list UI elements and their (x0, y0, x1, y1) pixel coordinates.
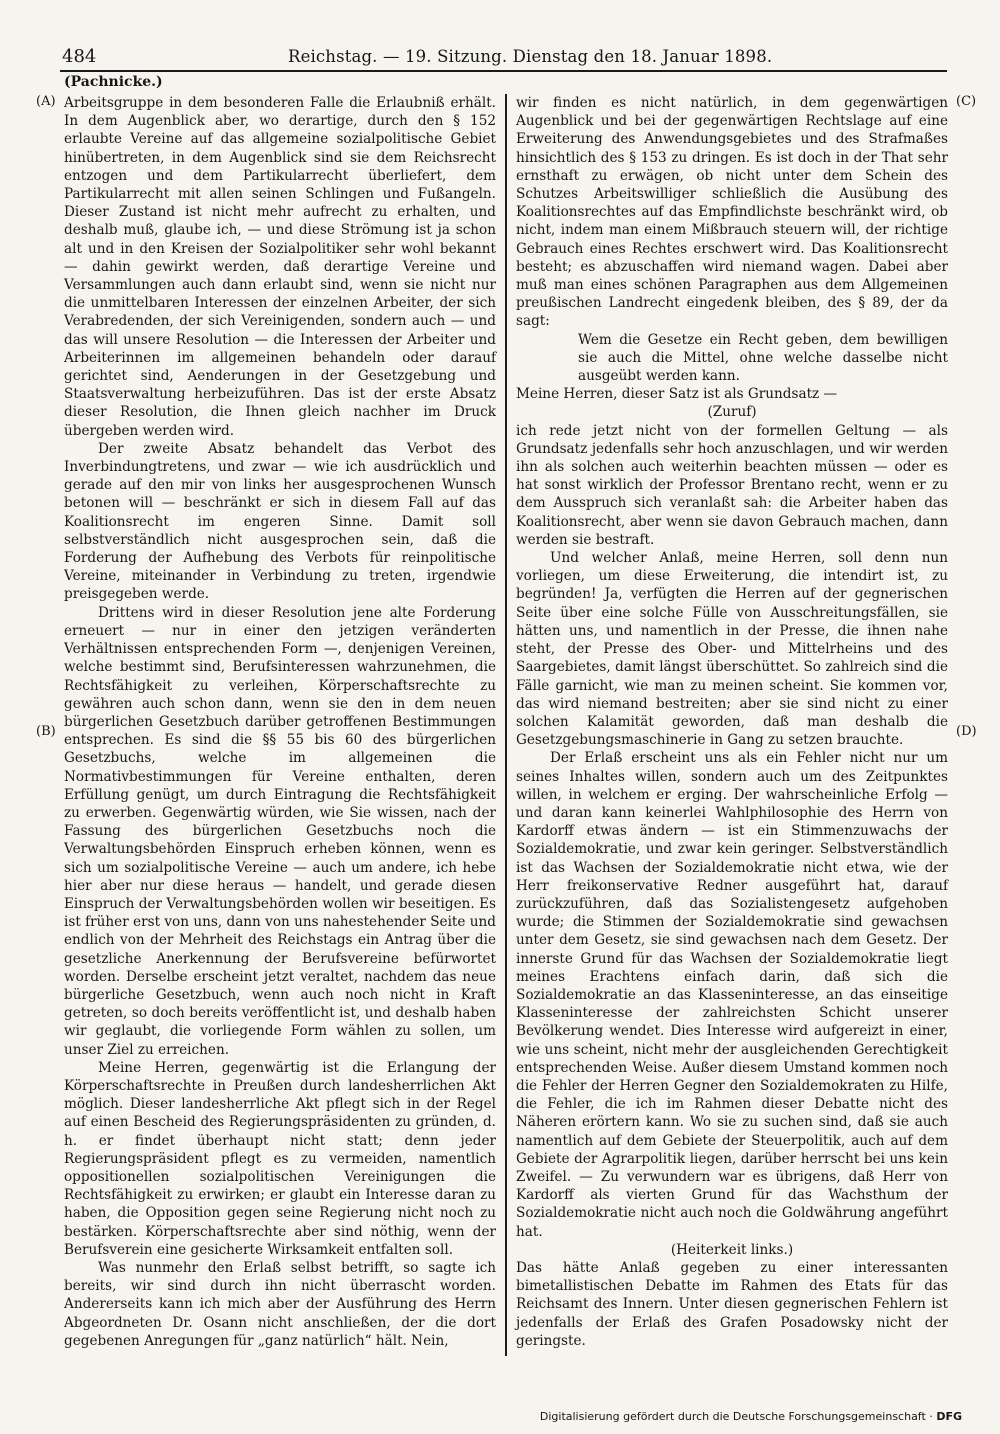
footer-text: Digitalisierung gefördert durch die Deutsche Forschungsgemeinschaft (539, 1410, 926, 1423)
paragraph: Und welcher Anlaß, meine Herren, soll denn nun vorliegen, um diese Erweiterung, die intendirt ist, zu begründen! Ja, verfügten die Herren auf der gegnerischen Seite über eine solche Fülle von Ausschreitungsfällen, sie hätten uns, und namentlich in der Presse, die ihnen nahe steht, der Presse des Ober- und Mittelrheins und des Saargebietes, damit längst überschüttet. So zahlreich sind die Fälle garnicht, wie man zu meinen scheint. Sie kommen vor, das wird niemand bestreiten; aber sie sind nicht zu einer solchen Kalamität geworden, daß man deshalb die Gesetzgebungsmaschinerie in Gang zu setzen brauchte. (516, 550, 948, 749)
page-header (56, 44, 946, 70)
paragraph: wir finden es nicht natürlich, in dem gegenwärtigen Augenblick und bei der gegenwärtigen Rechtslage auf eine Erweiterung des Anwendungsgebietes und des Strafmaßes hinsichtlich des § 153 zu dringen. Es ist doch in der That sehr ernsthaft zu erwägen, ob nicht unter dem Schein des Schutzes Arbeitswilliger schließlich die Ausübung des Koalitionsrechtes auf das Empfindlichste beschränkt wird, ob nicht, indem man einem Mißbrauch steuern will, der richtige Gebrauch eines Rechtes erschwert wird. Das Koalitionsrecht besteht; es abzuschaffen wird niemand wagen. Dabei aber muß man eines schönen Paragraphen aus dem Allgemeinen preußischen Landrecht eingedenk bleiben, des § 89, der da sagt: (516, 95, 948, 330)
interjection: (Heiterkeit links.) (670, 1241, 794, 1258)
right-column (516, 94, 948, 1350)
paragraph: Drittens wird in dieser Resolution jene alte Forderung erneuert — nur in einer den jetzigen veränderten Verhältnissen entsprechenden Form —, denjenigen Vereinen, welche bestimmt sind, Berufsinteressen wahrzunehmen, die Rechtsfähigkeit zu verleihen, Körperschaftsrechte zu gewähren auch schon dann, wenn sie den in dem neuen bürgerlichen Gesetzbuch darüber getroffenen Bestimmungen entsprechen. Es sind die §§ 55 bis 60 des bürgerlichen Gesetzbuchs, welche im allgemeinen die Normativbestimmungen für Vereine enthalten, deren Erfüllung genügt, um durch Eintragung die Rechtsfähigkeit zu erwerben. Gegenwärtig würden, wie Sie wissen, nach der Fassung des bürgerlichen Gesetzbuchs noch die Verwaltungsbehörden Einspruch erheben können, wenn es sich um sozialpolitische Vereine — auch um andere, ich hebe hier aber nur diese heraus — handelt, und gerade diesen Einspruch der Verwaltungsbehörden wollen wir beseitigen. Es ist früher erst von uns, dann von uns nahestehender Seite und endlich von der Mehrheit des Reichstags ein Antrag über die gesetzliche Anerkennung der Berufsvereine befürwortet worden. Derselbe erscheint jetzt veraltet, nachdem das neue bürgerliche Gesetzbuch, wenn auch noch nicht in Kraft getreten, so doch bereits veröffentlicht ist, und deshalb haben wir geglaubt, die vorliegende Form wählen zu sollen, um unser Ziel zu erreichen. (64, 604, 496, 1058)
digitization-footer: Digitalisierung gefördert durch die Deutsche Forschungsgemeinschaft · DFG (539, 1410, 962, 1423)
left-column (64, 94, 496, 1350)
header-rule (60, 70, 947, 72)
paragraph: Der zweite Absatz behandelt das Verbot des Inverbindungtretens, und zwar — wie ich ausdrücklich und gerade auf den mir von links her ausgesprochenen Wunsch betonen will — beschränkt er sich in diesem Fall auf das Koalitionsrecht im engeren Sinne. Damit soll selbstverständlich nicht ausgesprochen sein, daß die Forderung der Aufhebung des Verbots für reinpolitische Vereine, miteinander in Verbindung zu treten, irgendwie preisgegeben werde. (64, 440, 496, 603)
paragraph: Der Erlaß erscheint uns als ein Fehler nicht nur um seines Inhaltes willen, sondern auch um des Zeitpunktes willen, in welchem er erging. Der wahrscheinliche Erfolg — und daran kann keinerlei Wahlphilosophie des Herrn von Kardorff etwas ändern — ist ein Stimmenzuwachs der Sozialdemokratie, und zwar kein geringer. Selbstverständlich ist das Wachsen der Sozialdemokratie nicht etwa, wie der Herr freikonservative Redner ausgeführt hat, darauf zurückzuführen, daß das Sozialistengesetz aufgehoben wurde; die Stimmen der Sozialdemokratie sind gewachsen unter dem Gesetz, sie sind gewachsen nach dem Gesetz. Der innerste Grund für das Wachsen der Sozialdemokratie liegt meines Erachtens einfach darin, daß sich die Sozialdemokratie an das Klasseninteresse, an das einseitige Klasseninteresse der zahlreichsten Schicht unserer Bevölkerung wendet. Dies Interesse wird aufgereizt in einer, wie uns scheint, nicht mehr der ausgleichenden Gerechtigkeit entsprechenden Weise. Außer diesem Umstand kommen noch die Fehler der Herren Gegner den Sozialdemokraten zu Hilfe, die Fehler, die ich im Rahmen dieser Debatte nicht des Näheren erörtern kann. Wo sie zu suchen sind, daß sie auch namentlich auf dem Gebiete der Steuerpolitik, auch auf dem Gebiete der Agrarpolitik liegen, darüber herrscht bei uns kein Zweifel. — Zu verwundern war es übrigens, daß Herr von Kardorff als vierten Grund für das Wachsthum der Sozialdemokratie nicht auch noch die Goldwährung angeführt hat. (516, 750, 948, 1240)
margin-mark-b: (B) (36, 724, 56, 739)
paragraph: ich rede jetzt nicht von der formellen Geltung — als Grundsatz jedenfalls sehr hoch anzuschlagen, und wir werden ihn als solchen auch weiterhin beachten müssen — oder es hat sonst wirklich der Professor Brentano recht, wenn er zu dem Ausspruch sich veranlaßt sah: die Arbeiter haben das Koalitionsrecht, aber wenn sie davon Gebrauch machen, dann werden sie bestraft. (516, 422, 948, 548)
paragraph: Meine Herren, gegenwärtig ist die Erlangung der Körperschaftsrechte in Preußen durch landesherrlichen Akt möglich. Dieser landesherrliche Akt pflegt sich in der Regel auf einen Bescheid des Regierungspräsidenten zu gründen, d. h. er findet überhaupt nicht statt; denn jeder Regierungspräsident pflegt es zu vermeiden, namentlich oppositionellen sozialpolitischen Vereinigungen die Rechtsfähigkeit zu erwirken; er glaubt ein Interesse daran zu haben, die Opposition gegen seine Regierung nicht noch zu bestärken. Körperschaftsrechte aber sind nöthig, wenn der Berufsverein eine gesicherte Wirksamkeit entfalten soll. (64, 1059, 496, 1258)
margin-mark-a: (A) (36, 94, 56, 109)
page-number: 484 (62, 46, 97, 67)
column-divider (505, 94, 507, 1356)
speaker-note: (Pachnicke.) (64, 74, 163, 90)
paragraph: Das hätte Anlaß gegeben zu einer interessanten bimetallistischen Debatte im Rahmen des Etats für das Reichsamt des Innern. Unter diesen gegnerischen Fehlern ist jedenfalls der Erlaß des Grafen Posadowsky nicht der geringste. (516, 1260, 948, 1349)
margin-mark-c: (C) (956, 94, 977, 109)
legal-quote: Wem die Gesetze ein Recht geben, dem bewilligen sie auch die Mittel, ohne welche dasselbe nicht ausgeübt werden kann. (578, 331, 948, 385)
paragraph: Was nunmehr den Erlaß selbst betrifft, so sagte ich bereits, wir sind durch ihn nicht überrascht worden. Andererseits kann ich mich aber der Ausführung des Herrn Abgeordneten Dr. Osann nicht anschließen, der die dort gegebenen Anregungen für „ganz natürlich“ hält. Nein, (64, 1260, 496, 1349)
running-head: Reichstag. — 19. Sitzung. Dienstag den 18. Januar 1898. (288, 47, 773, 66)
dfg-logo: DFG (936, 1410, 962, 1423)
margin-mark-d: (D) (956, 724, 977, 739)
interjection: (Zuruf) (707, 404, 757, 421)
paragraph: Meine Herren, dieser Satz ist als Grundsatz — (516, 386, 838, 403)
paragraph: Arbeitsgruppe in dem besonderen Falle die Erlaubniß erhält. In dem Augenblick aber, wo derartige, durch den § 152 erlaubte Vereine auf das allgemeine sozialpolitische Gebiet hinübertreten, in dem Augenblick sind sie dem Reichsrecht entzogen und dem Partikularrecht überliefert, dem Partikularrecht mit allen seinen Schlingen und Fußangeln. Dieser Zustand ist nicht mehr aufrecht zu erhalten, und deshalb muß, glaube ich, — und diese Strömung ist ja schon alt und in den Kreisen der Sozialpolitiker sehr wohl bekannt — dahin gewirkt werden, daß derartige Vereine und Versammlungen auch dann erlaubt sind, wenn sie nicht nur die unmittelbaren Interessen der einzelnen Arbeiter, der sich Verabredenden, der sich Vereinigenden, sondern auch — und das will unsere Resolution — die Interessen der Arbeiter und Arbeiterinnen im allgemeinen behandeln oder darauf gerichtet sind, Aenderungen in der Gesetzgebung und Staatsverwaltung herbeizuführen. Das ist der erste Absatz dieser Resolution, die Ihnen gleich nachher im Druck übergeben werden wird. (64, 95, 496, 439)
